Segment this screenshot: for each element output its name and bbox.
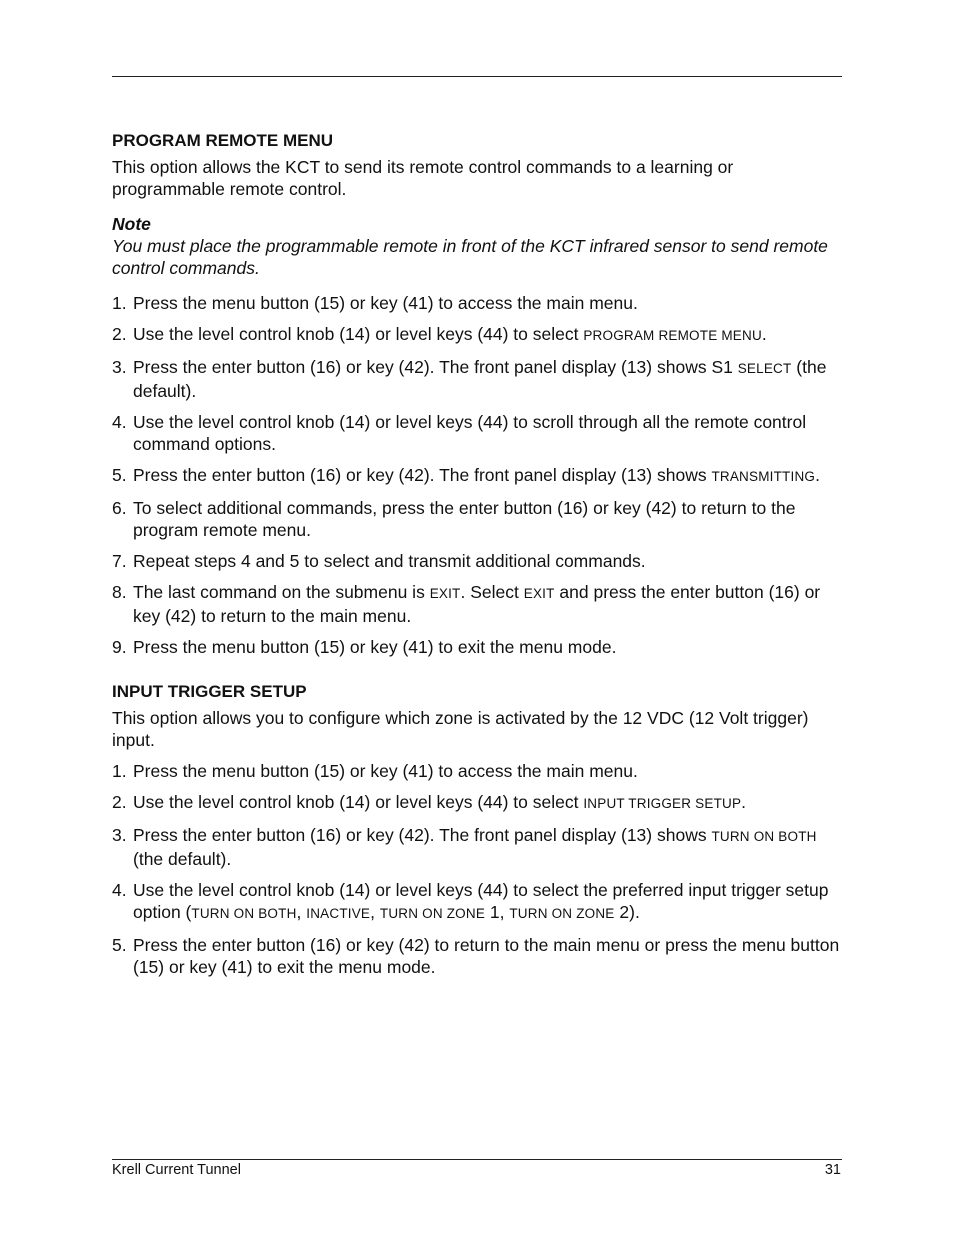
- menu-term: TURN ON ZONE: [509, 906, 615, 921]
- section-intro: This option allows the KCT to send its remote control commands to a learning or programmable remote control.: [112, 157, 734, 199]
- step-text: Use the level control knob (14) or level keys (44) to scroll through all the remote control command options.: [133, 412, 807, 454]
- step-item: [112, 760, 840, 782]
- step-text: Press the enter button (16) or key (42). The front panel display (13) shows: [133, 825, 712, 845]
- menu-term: TURN ON BOTH: [191, 906, 297, 921]
- step-text: Repeat steps 4 and 5 to select and transmit additional commands.: [133, 551, 646, 571]
- note-title: Note: [112, 214, 151, 234]
- step-number: 3.: [112, 357, 127, 377]
- menu-term: PROGRAM REMOTE MENU: [583, 328, 762, 343]
- menu-term: INACTIVE: [306, 906, 371, 921]
- menu-term: TURN ON ZONE: [379, 906, 486, 921]
- step-number: 6.: [112, 498, 127, 518]
- section-heading-program-remote-menu: PROGRAM REMOTE MENU: [112, 131, 333, 150]
- step-item: [112, 791, 840, 815]
- section-intro: This option allows you to configure which zone is activated by the 12 VDC (12 Volt trigger) input.: [112, 708, 809, 750]
- step-number: 4.: [112, 412, 127, 432]
- step-item: [112, 550, 840, 572]
- section-heading-input-trigger-setup: INPUT TRIGGER SETUP: [112, 682, 307, 701]
- step-number: 1.: [112, 761, 127, 781]
- step-item: [112, 411, 840, 455]
- step-number: 1.: [112, 293, 127, 313]
- step-item: [112, 497, 840, 541]
- step-number: 7.: [112, 551, 127, 571]
- note-text: You must place the programmable remote in front of the KCT infrared sensor to send remote control commands.: [112, 236, 828, 278]
- step-item: [112, 636, 840, 658]
- step-text: The last command on the submenu is: [133, 582, 430, 602]
- menu-term: TRANSMITTING: [711, 469, 816, 484]
- step-text: 2).: [614, 902, 640, 922]
- step-text: Press the menu button (15) or key (41) to exit the menu mode.: [133, 637, 617, 657]
- step-text: 1,: [485, 902, 510, 922]
- step-text: Press the menu button (15) or key (41) to access the main menu.: [133, 293, 638, 313]
- step-text: ,: [370, 902, 380, 922]
- step-number: 2.: [112, 324, 127, 344]
- program-remote-steps: [112, 292, 840, 658]
- step-text: (the default).: [133, 849, 232, 869]
- step-text: ,: [296, 902, 307, 922]
- step-text: Press the menu button (15) or key (41) to access the main menu.: [133, 761, 638, 781]
- step-number: 3.: [112, 825, 127, 845]
- step-text: . Select: [460, 582, 524, 602]
- step-item: [112, 323, 840, 347]
- step-item: [112, 464, 840, 488]
- footer-title: Krell Current Tunnel: [112, 1162, 241, 1178]
- step-text: and press the enter button (16) or key (42) to return to the main menu.: [133, 582, 821, 626]
- menu-term: EXIT: [429, 586, 461, 601]
- step-item: [112, 292, 840, 314]
- step-number: 5.: [112, 935, 127, 955]
- step-item: [112, 934, 840, 978]
- page-number: 31: [824, 1162, 841, 1178]
- menu-term: INPUT TRIGGER SETUP: [583, 796, 742, 811]
- step-text: (the default).: [133, 357, 827, 401]
- footer-rule: [112, 1159, 842, 1160]
- step-text: Press the enter button (16) or key (42). The front panel display (13) shows: [133, 465, 712, 485]
- input-trigger-steps: [112, 760, 840, 978]
- step-item: [112, 879, 840, 925]
- step-text: Use the level control knob (14) or level keys (44) to select: [133, 324, 584, 344]
- menu-term: EXIT: [523, 586, 555, 601]
- step-item: [112, 824, 840, 870]
- step-number: 5.: [112, 465, 127, 485]
- step-text: Press the enter button (16) or key (42). The front panel display (13) shows S1: [133, 357, 738, 377]
- step-text: .: [761, 324, 767, 344]
- page-body: [112, 130, 840, 987]
- step-text: .: [815, 465, 820, 485]
- step-item: [112, 581, 840, 627]
- step-item: [112, 356, 840, 402]
- step-number: 9.: [112, 637, 127, 657]
- header-rule: [112, 76, 842, 77]
- step-text: .: [741, 792, 747, 812]
- menu-term: SELECT: [737, 361, 792, 376]
- step-text: Press the enter button (16) or key (42) to return to the main menu or press the menu button (15) or key (41) to exit the menu mode.: [133, 935, 840, 977]
- step-text: Use the level control knob (14) or level keys (44) to select: [133, 792, 584, 812]
- step-number: 4.: [112, 880, 127, 900]
- step-number: 8.: [112, 582, 127, 602]
- step-text: Use the level control knob (14) or level keys (44) to select the preferred input trigger setup option (: [133, 880, 829, 922]
- step-text: To select additional commands, press the enter button (16) or key (42) to return to the program remote menu.: [133, 498, 796, 540]
- step-number: 2.: [112, 792, 127, 812]
- menu-term: TURN ON BOTH: [711, 829, 817, 844]
